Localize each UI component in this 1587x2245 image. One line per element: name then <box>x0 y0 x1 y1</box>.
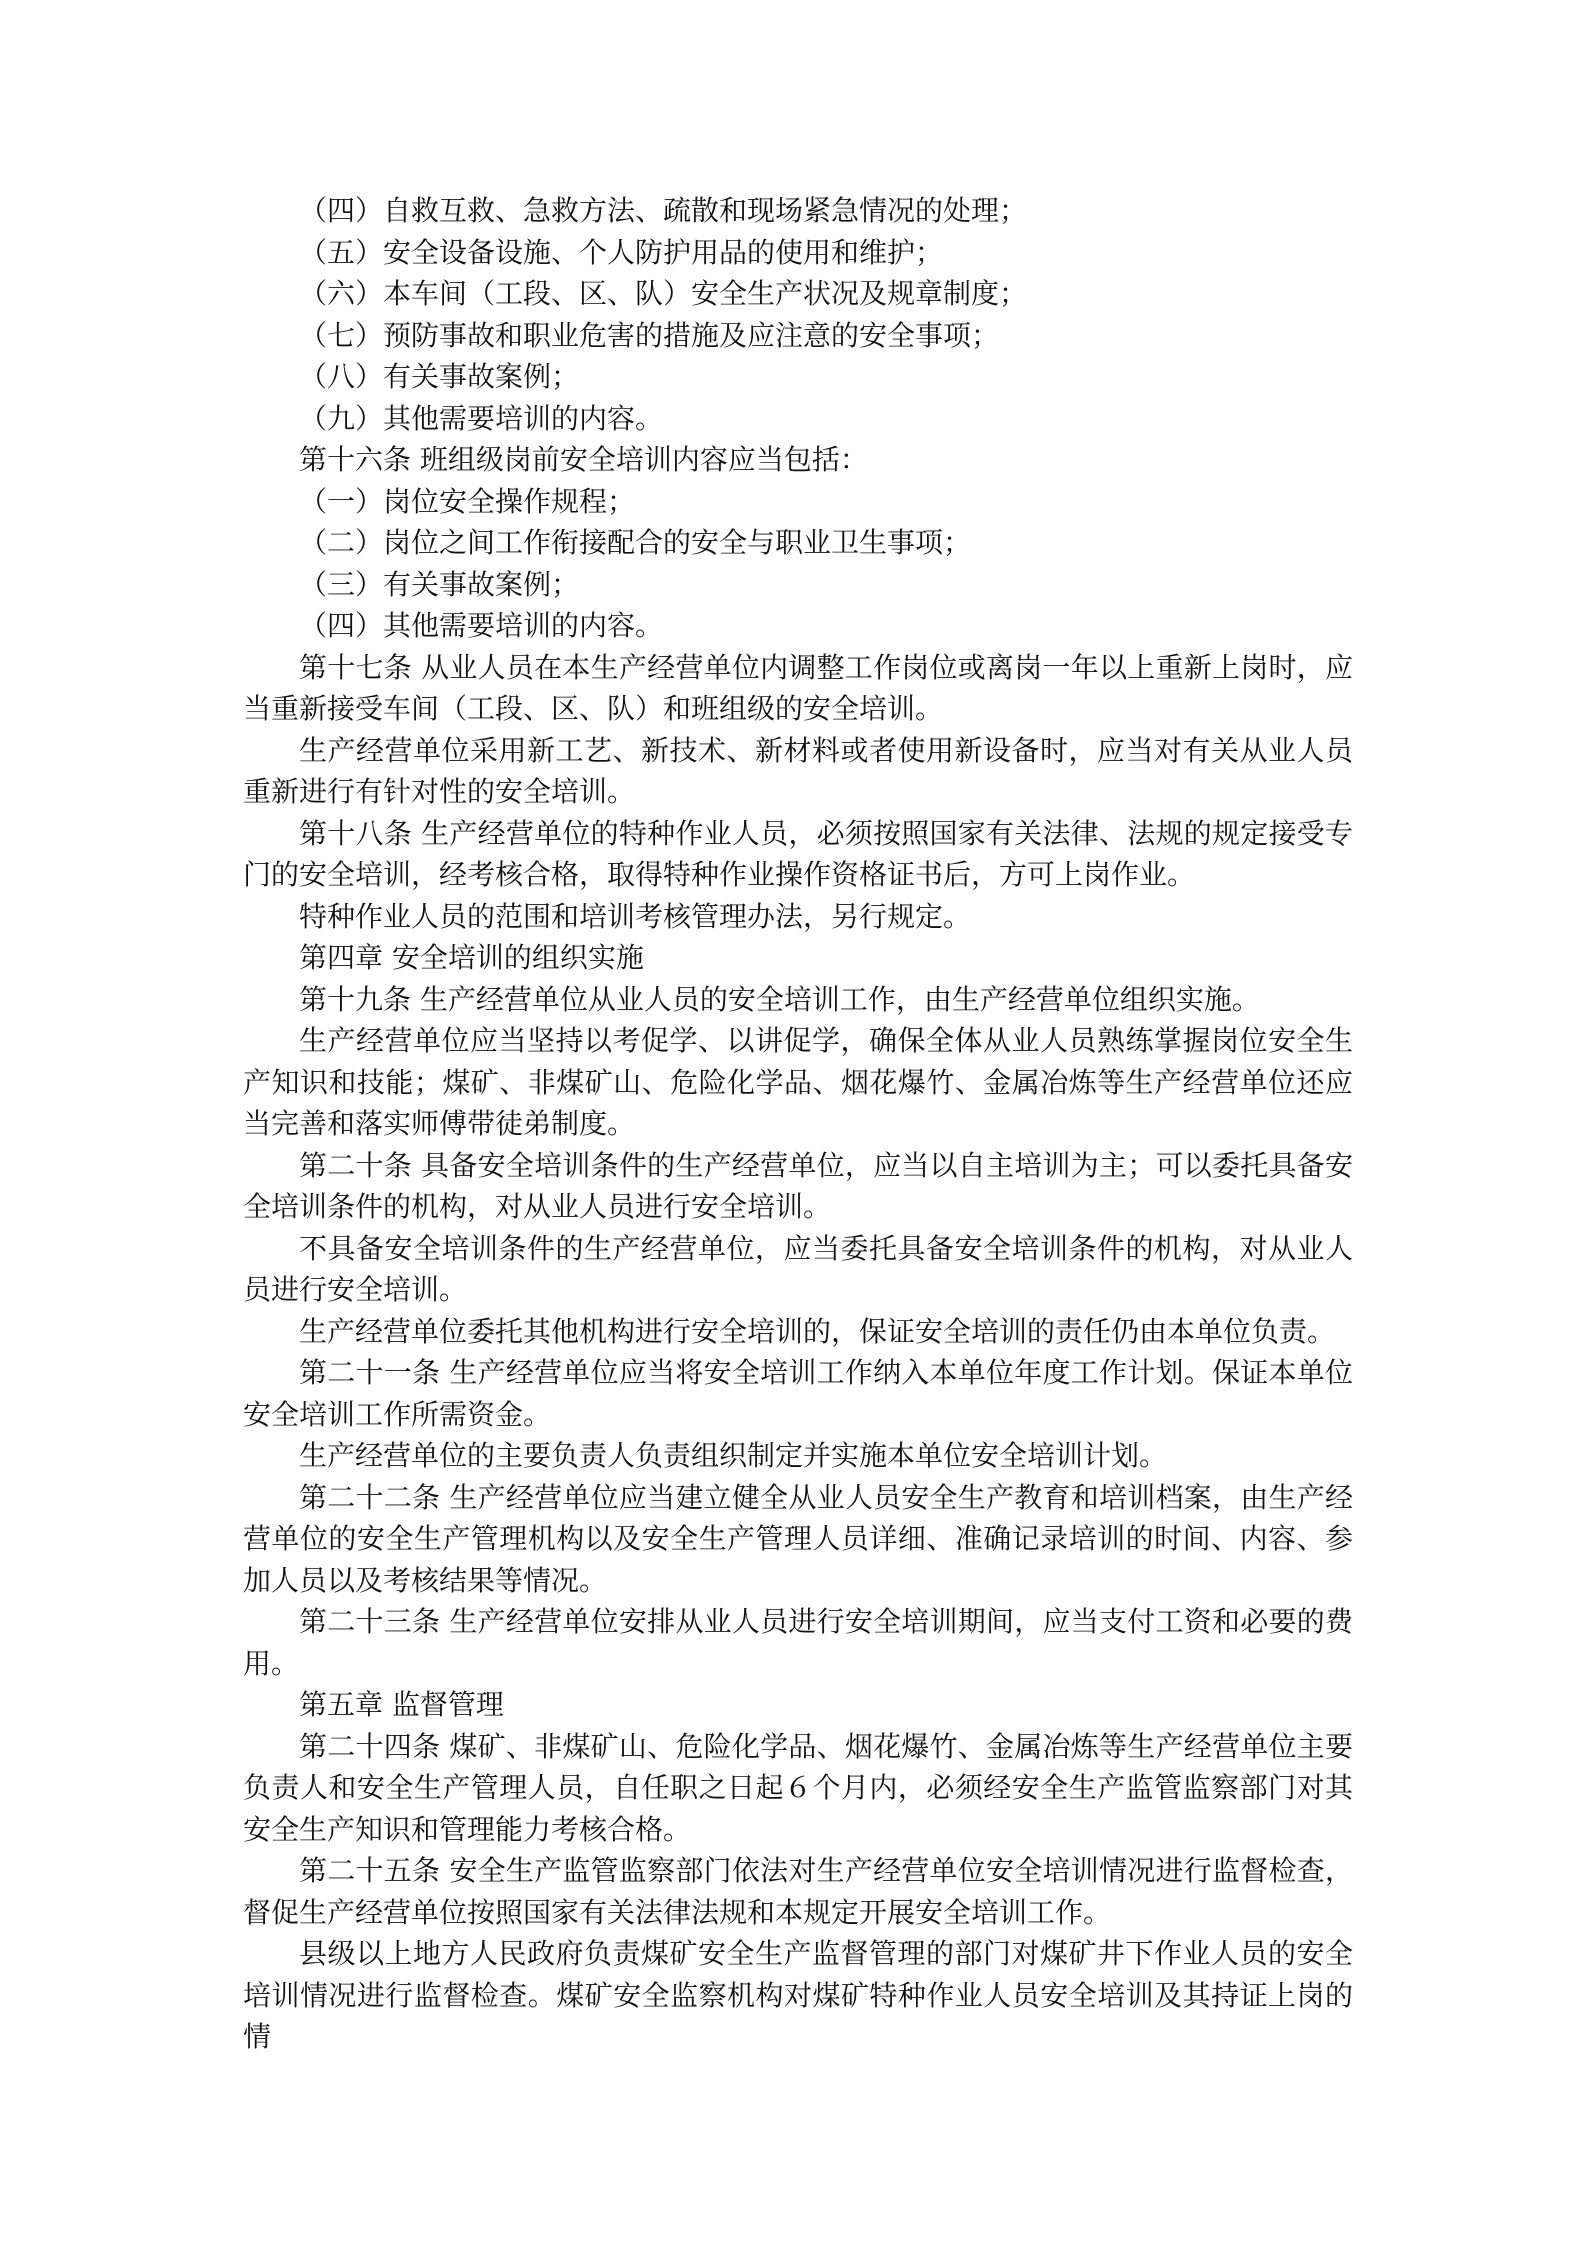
article-25: 第二十五条 安全生产监管监察部门依法对生产经营单位安全培训情况进行监督检查，督促生产经营单位按照国家有关法律法规和本规定开展安全培训工作。 <box>243 1854 1353 1929</box>
paragraph-18: 生产经营单位应当坚持以考促学、以讲促学，确保全体从业人员熟练掌握岗位安全生产知识和技能；煤矿、非煤矿山、危险化学品、烟花爆竹、金属冶炼等生产经营单位还应当完善和落实师傅带徒弟制度。 <box>243 1024 1353 1140</box>
paragraph-20: 不具备安全培训条件的生产经营单位，应当委托具备安全培训条件的机构，对从业人员进行安全培训。 <box>243 1231 1353 1306</box>
article-16-heading: 第十六条 班组级岗前安全培训内容应当包括： <box>299 443 868 476</box>
article-21: 第二十一条 生产经营单位应当将安全培训工作纳入本单位年度工作计划。保证本单位安全培训工作所需资金。 <box>243 1356 1353 1431</box>
article-22: 第二十二条 生产经营单位应当建立健全从业人员安全生产教育和培训档案，由生产经营单位的安全生产管理机构以及安全生产管理人员详细、准确记录培训的时间、内容、参加人员以及考核结果等情况。 <box>243 1480 1353 1597</box>
paragraph-1: （四）自救互救、急救方法、疏散和现场紧急情况的处理； <box>299 194 1028 227</box>
paragraph-13: 生产经营单位采用新工艺、新技术、新材料或者使用新设备时，应当对有关从业人员重新进行有针对性的安全培训。 <box>243 733 1353 808</box>
paragraph-2: （五）安全设备设施、个人防护用品的使用和维护； <box>299 235 944 269</box>
chapter-4-heading: 第四章 安全培训的组织实施 <box>299 941 644 974</box>
paragraph-10: （三）有关事故案例； <box>299 567 580 601</box>
paragraph-23: 生产经营单位的主要负责人负责组织制定并实施本单位安全培训计划。 <box>299 1439 1168 1472</box>
article-23: 第二十三条 生产经营单位安排从业人员进行安全培训期间，应当支付工资和必要的费用。 <box>243 1605 1353 1680</box>
article-17: 第十七条 从业人员在本生产经营单位内调整工作岗位或离岗一年以上重新上岗时，应当重新接受车间（工段、区、队）和班组级的安全培训。 <box>243 650 1353 725</box>
paragraph-21: 生产经营单位委托其他机构进行安全培训的，保证安全培训的责任仍由本单位负责。 <box>299 1314 1336 1348</box>
paragraph-11: （四）其他需要培训的内容。 <box>299 609 664 642</box>
article-19: 第十九条 生产经营单位从业人员的安全培训工作，由生产经营单位组织实施。 <box>299 982 1260 1016</box>
article-18: 第十八条 生产经营单位的特种作业人员，必须按照国家有关法律、法规的规定接受专门的安全培训，经考核合格，取得特种作业操作资格证书后，方可上岗作业。 <box>243 816 1353 891</box>
paragraph-5: （八）有关事故案例； <box>299 360 580 393</box>
document-page <box>243 190 1353 2058</box>
paragraph-15: 特种作业人员的范围和培训考核管理办法，另行规定。 <box>299 899 972 933</box>
paragraph-29: 县级以上地方人民政府负责煤矿安全生产监督管理的部门对煤矿井下作业人员的安全培训情况进行监督检查。煤矿安全监察机构对煤矿特种作业人员安全培训及其持证上岗的情 <box>243 1937 1353 2053</box>
article-24: 第二十四条 煤矿、非煤矿山、危险化学品、烟花爆竹、金属冶炼等生产经营单位主要负责人和安全生产管理人员，自任职之日起６个月内，必须经安全生产监管监察部门对其安全生产知识和管理能力考核合格。 <box>243 1729 1353 1846</box>
paragraph-8: （一）岗位安全操作规程； <box>299 484 636 518</box>
chapter-5-heading: 第五章 监督管理 <box>299 1688 504 1721</box>
paragraph-3: （六）本车间（工段、区、队）安全生产状况及规章制度； <box>299 277 1028 310</box>
paragraph-6: （九）其他需要培训的内容。 <box>299 401 664 435</box>
paragraph-4: （七）预防事故和职业危害的措施及应注意的安全事项； <box>299 318 1000 352</box>
paragraph-9: （二）岗位之间工作衔接配合的安全与职业卫生事项； <box>299 526 972 559</box>
article-20: 第二十条 具备安全培训条件的生产经营单位，应当以自主培训为主；可以委托具备安全培训条件的机构，对从业人员进行安全培训。 <box>243 1148 1353 1223</box>
